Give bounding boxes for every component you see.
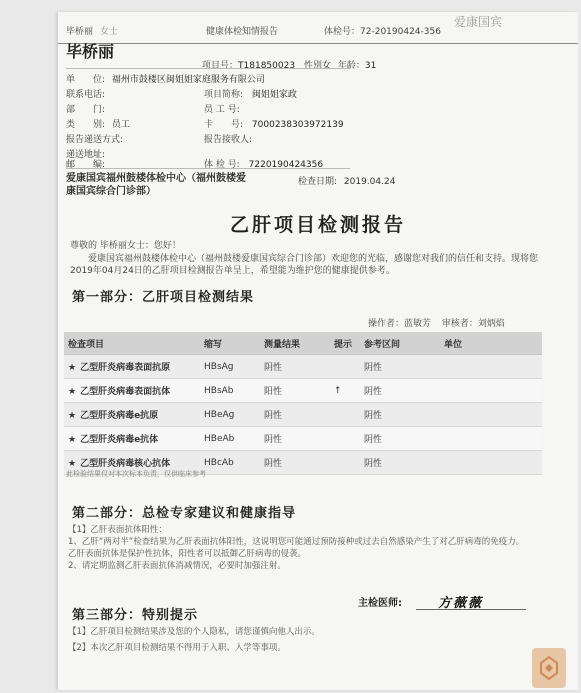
emp-no-label: 员 工 号:: [204, 105, 240, 115]
star-icon: ★: [68, 435, 77, 445]
check-date-label: 检查日期:: [298, 177, 338, 187]
check-date: [298, 174, 395, 187]
cell-result: 阴性: [260, 451, 330, 475]
send-method-label: 报告递送方式:: [66, 135, 124, 145]
cell-ref: 阴性: [360, 355, 440, 379]
operators: [368, 316, 505, 329]
exam-no-label: 体 检 号:: [204, 160, 240, 170]
cell-abbr: HBeAb: [200, 427, 260, 451]
col-hint: 提示: [330, 332, 360, 355]
brand-logo-text: 爱康国宾: [454, 15, 503, 29]
category-label: 类 别:: [66, 120, 106, 130]
cell-hint: [330, 427, 360, 451]
unit-label: 单 位:: [66, 75, 106, 85]
logo-emblem-icon: [538, 655, 560, 681]
category-value: 员工: [111, 120, 130, 130]
cell-item-text: 乙型肝炎病毒表面抗原: [80, 363, 171, 373]
greeting: 尊敬的 毕桥丽女士：您好！: [70, 241, 181, 251]
patient-name: 毕桥丽: [66, 42, 115, 61]
part2-title: 第二部分：总检专家建议和健康指导: [72, 506, 297, 521]
star-icon: ★: [68, 411, 77, 421]
check-date-value: 2019.04.24: [343, 177, 396, 187]
col-ref: 参考区间: [360, 332, 440, 355]
gender-label: 性别: [303, 61, 322, 71]
cell-result: 阴性: [260, 403, 330, 427]
table-row: [64, 403, 542, 427]
auditor-value: 刘炳焰: [477, 319, 505, 329]
table-row: [64, 355, 542, 379]
cell-item-text: 乙型肝炎病毒表面抗体: [80, 387, 171, 397]
cell-abbr: HBeAg: [200, 403, 260, 427]
card-value: 7000238303972139: [251, 120, 344, 130]
results-table: [64, 332, 542, 475]
exam-no-value: 7220190424356: [248, 160, 324, 170]
cell-hint: [330, 355, 360, 379]
header-doc-title: 健康体检知情报告: [206, 27, 279, 37]
receiver-label: 报告接收人:: [204, 135, 253, 145]
category-row: [66, 117, 130, 130]
dept-label: 部 门:: [66, 105, 106, 115]
header-gender: 女士: [99, 27, 118, 37]
gender-value: 女: [321, 61, 331, 71]
operator-value: 蓝敏芳: [404, 319, 432, 329]
results-header-row: [64, 332, 542, 355]
notice-2: 【2】本次乙肝项目检测结果不得用于入职、入学等事项。: [68, 643, 286, 653]
cell-item-text: 乙型肝炎病毒e抗体: [80, 435, 159, 445]
table-row: [64, 427, 542, 451]
cell-abbr: HBsAg: [200, 355, 260, 379]
header-name: [66, 24, 118, 37]
suggestion-2: 2、请定期监测乙肝表面抗体消减情况，必要时加强注射。: [68, 561, 286, 571]
doctor-signature: 方薇薇: [438, 596, 484, 611]
header-exam-no-label: 体检号：: [324, 27, 361, 37]
cell-result: 阴性: [260, 355, 330, 379]
cell-unit: [440, 379, 542, 403]
operator-label: 操作者：: [368, 319, 405, 329]
address-label: 递送地址:: [66, 150, 106, 160]
signature-line: [416, 609, 526, 610]
card-row: [204, 117, 344, 130]
header-exam-no: [324, 24, 441, 37]
project-no-label: 项目号：: [202, 61, 239, 71]
project-no: [202, 58, 376, 71]
cell-result: 阴性: [260, 427, 330, 451]
cell-ref: 阴性: [360, 427, 440, 451]
table-row: [64, 379, 542, 403]
project-name-row: [204, 87, 297, 100]
project-no-value: T181850023: [238, 61, 296, 71]
unit-value: 福州市鼓楼区闽姐姐家庭服务有限公司: [111, 75, 265, 85]
cell-ref: 阴性: [360, 379, 440, 403]
cell-abbr: HBcAb: [200, 451, 260, 475]
postcode-label: 邮 编:: [66, 160, 106, 170]
cell-hint: [330, 403, 360, 427]
cell-hint: ↑: [330, 379, 360, 403]
project-name-label: 项目简称:: [204, 90, 244, 100]
project-name-value: 闽姐姐家政: [251, 90, 297, 100]
suggestion-heading: 【1】乙肝表面抗体阳性：: [68, 525, 167, 535]
report-title: 乙肝项目检测报告: [229, 214, 406, 236]
col-abbr: 缩写: [200, 332, 260, 355]
age-label: 年龄：: [337, 61, 365, 71]
watermark-logo-icon: [532, 648, 566, 688]
info-divider: [66, 68, 350, 69]
cell-unit: [440, 451, 542, 475]
exam-center: 爱康国宾福州鼓楼体检中心（福州鼓楼爱康国宾综合门诊部）: [66, 173, 246, 197]
doctor-label: 主检医师:: [358, 598, 402, 609]
intro-paragraph: 爱康国宾福州鼓楼体检中心（福州鼓楼爱康国宾综合门诊部）欢迎您的光临，感谢您对我们的信任和支持。现将您2019年04月24日的乙肝项目检测报告单呈上，希望能为维护您的健康提供参考。: [70, 254, 539, 276]
cell-result: 阳性: [260, 379, 330, 403]
cell-unit: [440, 403, 542, 427]
cell-unit: [440, 355, 542, 379]
cell-item: [64, 355, 200, 379]
unit-row: [66, 72, 265, 85]
info-bottom-divider: [66, 168, 350, 169]
cell-item: [64, 427, 200, 451]
auditor-label: 审核者：: [441, 319, 478, 329]
cell-item-text: 乙型肝炎病毒e抗原: [80, 411, 159, 421]
part1-title: 第一部分：乙肝项目检测结果: [72, 290, 255, 305]
phone-label: 联系电话:: [66, 90, 106, 100]
header-divider: [58, 43, 578, 44]
suggestion-1: 1、乙肝“两对半”检查结果为乙肝表面抗体阳性，这说明您可能通过预防接种或过去自然感染产生了对乙肝病毒的免疫力。乙肝表面抗体是保护性抗体，阳性者可以抵御乙肝病毒的侵袭。: [68, 537, 525, 559]
cell-ref: 阴性: [360, 403, 440, 427]
star-icon: ★: [68, 459, 77, 469]
notice-1: 【1】乙肝项目检测结果涉及您的个人隐私，请您谨慎向他人出示。: [68, 627, 320, 637]
card-label: 卡 号:: [204, 120, 244, 130]
age-value: 31: [364, 61, 377, 71]
part3-title: 第三部分：特别提示: [72, 608, 199, 623]
cell-abbr: HBsAb: [200, 379, 260, 403]
cell-item-text: 乙型肝炎病毒核心抗体: [80, 459, 171, 469]
header-name-text: 毕桥丽: [66, 27, 94, 37]
cell-item: [64, 379, 200, 403]
cell-unit: [440, 427, 542, 451]
report-paper: [58, 12, 578, 690]
cell-ref: 阴性: [360, 451, 440, 475]
star-icon: ★: [68, 387, 77, 397]
col-result: 测量结果: [260, 332, 330, 355]
cell-hint: [330, 451, 360, 475]
col-item: 检查项目: [64, 332, 200, 355]
cell-item: [64, 403, 200, 427]
header-exam-no-value: 72-20190424-356: [360, 27, 441, 37]
star-icon: ★: [68, 363, 77, 373]
col-unit: 单位: [440, 332, 542, 355]
lab-note: 此检验结果仅对本次标本负责，仅供临床参考: [66, 470, 206, 478]
